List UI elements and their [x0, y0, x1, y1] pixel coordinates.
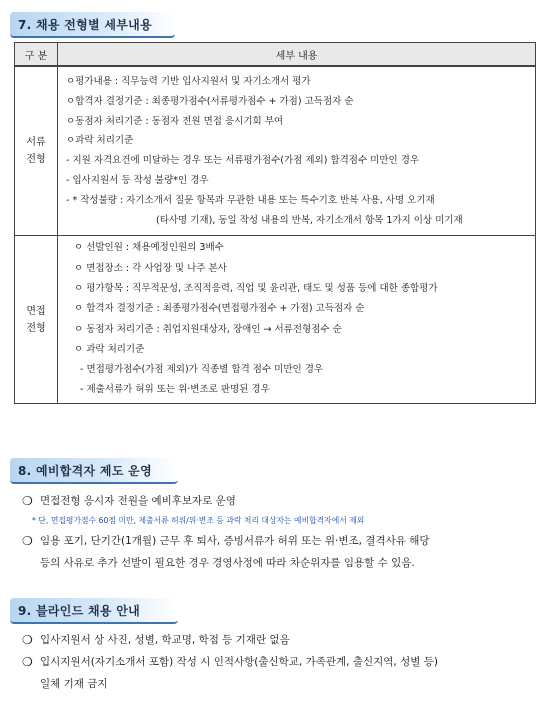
detail-line: - 제출서류가 허위 또는 위·변조로 판명된 경우 — [80, 384, 270, 396]
hollow-circle-bullet-icon: ❍ — [22, 494, 33, 508]
list-item-text: 임용 포기, 단기간(1개월) 근무 후 퇴사, 증빙서류가 허위 또는 위·변조, 결격사유 해당 — [40, 535, 430, 547]
detail-line: ㅇ 합격자 결정기준 : 최종평가점수(면접평가점수 + 가점) 고득점자 순 — [74, 303, 365, 315]
list-item-continuation: 등의 사유로 추가 선발이 필요한 경우 경영사정에 따라 차순위자를 임용할 수 있음. — [40, 557, 415, 569]
section-9-title: 9. 블라인드 채용 안내 — [18, 604, 141, 618]
section-9-header — [10, 598, 178, 624]
detail-line: (타사명 기재), 동일 작성 내용의 반복, 자기소개서 항목 1가지 이상 미기재 — [156, 214, 463, 226]
list-item — [22, 530, 537, 552]
detail-line: - 지원 자격요건에 미달하는 경우 또는 서류평가점수(가점 제외) 합격점수 미만인 경우 — [66, 155, 420, 167]
column-header-detail: 세부 내용 — [58, 43, 536, 67]
detail-line: ㅇ 평가항목 : 직무적문성, 조직적응력, 직업 및 윤리관, 태도 및 성품 등에 대한 종합평가 — [74, 282, 438, 294]
detail-line: - 입사지원서 등 작성 불량*인 경우 — [66, 174, 209, 186]
hollow-circle-bullet-icon: ❍ — [22, 534, 33, 548]
table-row-interview — [15, 236, 536, 403]
detail-cell-interview — [58, 236, 536, 403]
list-item-continuation: 일체 기재 금지 — [40, 678, 108, 690]
detail-line: ㅇ 과락 처리기준 — [74, 343, 145, 355]
section-7-title: 7. 채용 전형별 세부내용 — [18, 18, 152, 32]
category-label-line2: 전형 — [26, 322, 46, 334]
section-8-body — [22, 490, 537, 574]
list-item-text: 입사지원서 상 사진, 성별, 학교명, 학점 등 기재란 없음 — [40, 634, 290, 646]
list-item-text: 입시지원서(자기소개서 포함) 작성 시 인적사항(출신학교, 가족관계, 출신지역, 성별 등) — [40, 656, 438, 668]
category-label-line1: 면접 — [26, 305, 46, 317]
detail-table — [14, 42, 536, 404]
detail-line: - * 작성불량 : 자기소개서 질문 항목과 무관한 내용 또는 특수기호 반복 사용, 사명 오기재 — [66, 194, 435, 206]
hollow-circle-bullet-icon: ❍ — [22, 633, 33, 647]
category-cell-document — [15, 66, 58, 236]
detail-line: - 면접평가점수(가점 제외)가 직종별 합격 점수 미만인 경우 — [80, 364, 324, 376]
list-item — [22, 651, 537, 673]
list-item — [22, 629, 537, 651]
list-item-text: 면접전형 응시자 전원을 예비후보자로 운영 — [40, 495, 236, 507]
category-label-line2: 전형 — [26, 154, 46, 166]
category-cell-interview — [15, 236, 58, 403]
detail-line: ㅇ 선발인원 : 채용예정인원의 3배수 — [74, 242, 224, 254]
detail-line: ㅇ합격자 결정기준 : 최종평가점수(서류평가점수 + 가점) 고득점자 순 — [66, 95, 354, 107]
section-9-body — [22, 629, 537, 695]
hollow-circle-bullet-icon: ❍ — [22, 655, 33, 669]
column-header-category: 구 분 — [15, 43, 58, 67]
category-label-line1: 서류 — [26, 137, 46, 149]
detail-line: ㅇ평가내용 : 직무능력 기반 입사지원서 및 자기소개서 평가 — [66, 76, 311, 87]
section-8-title: 8. 예비합격자 제도 운영 — [18, 464, 152, 478]
table-row-document-screening — [15, 66, 536, 236]
detail-line: ㅇ과락 처리기준 — [66, 135, 134, 147]
detail-cell-document — [58, 66, 536, 236]
section-8-header — [10, 458, 178, 484]
detail-line: ㅇ 동점자 처리기준 : 취업지원대상자, 장애인 → 서류전형점수 순 — [74, 323, 342, 335]
section-7-header — [10, 12, 175, 38]
list-item — [22, 490, 537, 512]
table-header-row — [15, 43, 536, 67]
footnote: * 단, 면접평가점수 60점 미만, 제출서류 허위/위·변조 등 과락 처리 대상자는 예비합격자에서 제외 — [32, 516, 365, 525]
detail-line: ㅇ동점자 처리기준 : 동점자 전원 면접 응시기회 부여 — [66, 115, 284, 127]
detail-line: ㅇ 면접장소 : 각 사업장 및 나주 본사 — [74, 262, 227, 274]
